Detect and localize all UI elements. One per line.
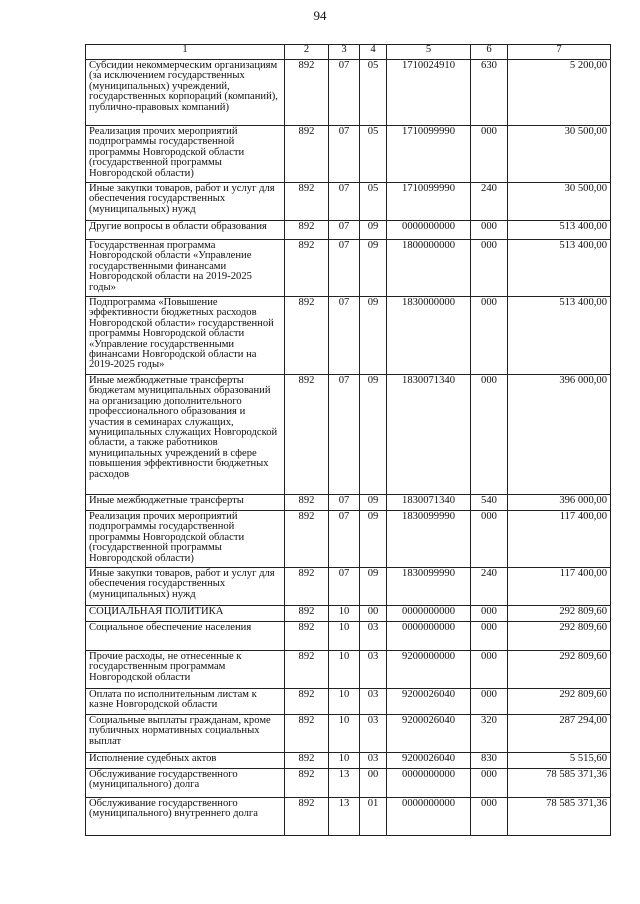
row-name-cell: Иные межбюджетные трансферты	[86, 495, 285, 511]
row-target-article-cell: 0000000000	[387, 221, 471, 240]
table-row	[86, 753, 611, 769]
table-row	[86, 221, 611, 240]
row-section-cell: 07	[329, 495, 360, 511]
table-row	[86, 126, 611, 183]
row-target-article-cell: 9200026040	[387, 715, 471, 753]
row-code-cell: 892	[285, 798, 329, 836]
row-target-article-cell: 0000000000	[387, 606, 471, 622]
row-name-cell: Прочие расходы, не отнесенные к государственным программам Новгородской области	[86, 651, 285, 689]
row-name-cell: Реализация прочих мероприятий подпрограммы государственной программы Новгородской области (государственной программы Новгородской области)	[86, 126, 285, 183]
row-subsection-cell: 05	[360, 126, 387, 183]
table-row	[86, 715, 611, 753]
row-target-article-cell: 1830071340	[387, 375, 471, 495]
row-subsection-cell: 05	[360, 60, 387, 126]
table-row	[86, 769, 611, 798]
row-section-cell: 07	[329, 240, 360, 297]
row-target-article-cell: 0000000000	[387, 798, 471, 836]
row-target-article-cell: 1830099990	[387, 511, 471, 568]
row-name-cell: Реализация прочих мероприятий подпрограммы государственной программы Новгородской области (государственной программы Новгородской области)	[86, 511, 285, 568]
row-amount-cell: 513 400,00	[508, 297, 611, 375]
page-number: 94	[313, 8, 327, 23]
row-subsection-cell: 03	[360, 715, 387, 753]
row-expense-type-cell: 000	[471, 651, 508, 689]
budget-table	[85, 44, 611, 836]
table-row	[86, 568, 611, 606]
row-amount-cell: 513 400,00	[508, 240, 611, 297]
row-amount-cell: 30 500,00	[508, 126, 611, 183]
row-expense-type-cell: 000	[471, 375, 508, 495]
row-amount-cell: 396 000,00	[508, 495, 611, 511]
row-target-article-cell: 1830099990	[387, 568, 471, 606]
row-section-cell: 10	[329, 622, 360, 651]
column-header: 7	[508, 45, 611, 60]
row-subsection-cell: 09	[360, 221, 387, 240]
row-target-article-cell: 0000000000	[387, 769, 471, 798]
row-expense-type-cell: 000	[471, 126, 508, 183]
table-row	[86, 240, 611, 297]
row-subsection-cell: 09	[360, 375, 387, 495]
row-code-cell: 892	[285, 606, 329, 622]
column-header: 4	[360, 45, 387, 60]
row-subsection-cell: 03	[360, 651, 387, 689]
table-row	[86, 511, 611, 568]
row-code-cell: 892	[285, 769, 329, 798]
row-subsection-cell: 09	[360, 511, 387, 568]
row-section-cell: 07	[329, 183, 360, 221]
table-row	[86, 606, 611, 622]
row-name-cell: Иные межбюджетные трансферты бюджетам муниципальных образований на организацию дополнительного профессионального образования и участия в семинарах служащих, муниципальных служащих Новгородской области, а также работников муниципальных учреждений в сфере повышения эффективности бюджетных расходов	[86, 375, 285, 495]
column-header: 5	[387, 45, 471, 60]
row-target-article-cell: 9200026040	[387, 753, 471, 769]
row-expense-type-cell: 540	[471, 495, 508, 511]
table-row	[86, 689, 611, 715]
table-row	[86, 651, 611, 689]
row-code-cell: 892	[285, 126, 329, 183]
row-subsection-cell: 09	[360, 297, 387, 375]
column-header: 2	[285, 45, 329, 60]
row-amount-cell: 292 809,60	[508, 651, 611, 689]
row-name-cell: Иные закупки товаров, работ и услуг для обеспечения государственных (муниципальных) нужд	[86, 568, 285, 606]
row-amount-cell: 292 809,60	[508, 606, 611, 622]
row-subsection-cell: 03	[360, 622, 387, 651]
row-section-cell: 07	[329, 297, 360, 375]
row-section-cell: 10	[329, 753, 360, 769]
row-expense-type-cell: 000	[471, 769, 508, 798]
row-code-cell: 892	[285, 568, 329, 606]
row-code-cell: 892	[285, 715, 329, 753]
row-subsection-cell: 09	[360, 240, 387, 297]
row-code-cell: 892	[285, 753, 329, 769]
table-row	[86, 495, 611, 511]
row-amount-cell: 396 000,00	[508, 375, 611, 495]
row-amount-cell: 78 585 371,36	[508, 798, 611, 836]
row-amount-cell: 5 515,60	[508, 753, 611, 769]
row-expense-type-cell: 240	[471, 183, 508, 221]
row-expense-type-cell: 830	[471, 753, 508, 769]
row-code-cell: 892	[285, 375, 329, 495]
row-amount-cell: 117 400,00	[508, 568, 611, 606]
row-subsection-cell: 01	[360, 798, 387, 836]
row-code-cell: 892	[285, 240, 329, 297]
row-name-cell: Субсидии некоммерческим организациям (за исключением государственных (муниципальных) учреждений, государственных корпораций (компаний), публично-правовых компаний)	[86, 60, 285, 126]
row-target-article-cell: 1830000000	[387, 297, 471, 375]
table-row	[86, 622, 611, 651]
row-expense-type-cell: 000	[471, 240, 508, 297]
row-expense-type-cell: 000	[471, 798, 508, 836]
row-target-article-cell: 1710099990	[387, 126, 471, 183]
row-subsection-cell: 00	[360, 606, 387, 622]
table-row	[86, 798, 611, 836]
column-header: 3	[329, 45, 360, 60]
table-row	[86, 60, 611, 126]
row-code-cell: 892	[285, 651, 329, 689]
row-code-cell: 892	[285, 689, 329, 715]
row-name-cell: Иные закупки товаров, работ и услуг для обеспечения государственных (муниципальных) нужд	[86, 183, 285, 221]
column-header: 1	[86, 45, 285, 60]
row-section-cell: 10	[329, 606, 360, 622]
row-code-cell: 892	[285, 60, 329, 126]
row-target-article-cell: 1710024910	[387, 60, 471, 126]
row-subsection-cell: 03	[360, 753, 387, 769]
row-subsection-cell: 00	[360, 769, 387, 798]
row-code-cell: 892	[285, 511, 329, 568]
row-target-article-cell: 0000000000	[387, 622, 471, 651]
row-section-cell: 07	[329, 126, 360, 183]
row-amount-cell: 5 200,00	[508, 60, 611, 126]
table-header-row	[86, 45, 611, 60]
row-code-cell: 892	[285, 221, 329, 240]
row-expense-type-cell: 000	[471, 606, 508, 622]
row-section-cell: 07	[329, 568, 360, 606]
table-row	[86, 183, 611, 221]
row-subsection-cell: 09	[360, 495, 387, 511]
row-expense-type-cell: 000	[471, 297, 508, 375]
row-name-cell: СОЦИАЛЬНАЯ ПОЛИТИКА	[86, 606, 285, 622]
row-name-cell: Подпрограмма «Повышение эффективности бюджетных расходов Новгородской области» государственной программы Новгородской области «Управление государственными финансами Новгородской области на 2019-2025 годы»	[86, 297, 285, 375]
row-code-cell: 892	[285, 183, 329, 221]
row-name-cell: Оплата по исполнительным листам к казне Новгородской области	[86, 689, 285, 715]
row-name-cell: Государственная программа Новгородской области «Управление государственными финансами Новгородской области на 2019-2025 годы»	[86, 240, 285, 297]
row-section-cell: 10	[329, 651, 360, 689]
row-section-cell: 13	[329, 798, 360, 836]
row-target-article-cell: 1830071340	[387, 495, 471, 511]
table-row	[86, 297, 611, 375]
row-expense-type-cell: 320	[471, 715, 508, 753]
row-name-cell: Социальные выплаты гражданам, кроме публичных нормативных социальных выплат	[86, 715, 285, 753]
row-name-cell: Исполнение судебных актов	[86, 753, 285, 769]
row-section-cell: 07	[329, 511, 360, 568]
row-section-cell: 10	[329, 715, 360, 753]
row-section-cell: 13	[329, 769, 360, 798]
row-subsection-cell: 09	[360, 568, 387, 606]
row-target-article-cell: 9200026040	[387, 689, 471, 715]
row-amount-cell: 292 809,60	[508, 689, 611, 715]
table-row	[86, 375, 611, 495]
row-section-cell: 07	[329, 60, 360, 126]
row-amount-cell: 287 294,00	[508, 715, 611, 753]
row-subsection-cell: 05	[360, 183, 387, 221]
row-amount-cell: 78 585 371,36	[508, 769, 611, 798]
row-expense-type-cell: 000	[471, 221, 508, 240]
row-subsection-cell: 03	[360, 689, 387, 715]
row-section-cell: 07	[329, 375, 360, 495]
row-amount-cell: 117 400,00	[508, 511, 611, 568]
row-amount-cell: 30 500,00	[508, 183, 611, 221]
row-expense-type-cell: 000	[471, 511, 508, 568]
row-code-cell: 892	[285, 622, 329, 651]
row-expense-type-cell: 000	[471, 622, 508, 651]
row-name-cell: Социальное обеспечение населения	[86, 622, 285, 651]
row-expense-type-cell: 000	[471, 689, 508, 715]
row-code-cell: 892	[285, 297, 329, 375]
row-amount-cell: 513 400,00	[508, 221, 611, 240]
row-target-article-cell: 9200000000	[387, 651, 471, 689]
row-target-article-cell: 1800000000	[387, 240, 471, 297]
row-section-cell: 10	[329, 689, 360, 715]
column-header: 6	[471, 45, 508, 60]
row-name-cell: Обслуживание государственного (муниципального) долга	[86, 769, 285, 798]
row-expense-type-cell: 240	[471, 568, 508, 606]
row-name-cell: Обслуживание государственного (муниципального) внутреннего долга	[86, 798, 285, 836]
row-section-cell: 07	[329, 221, 360, 240]
row-expense-type-cell: 630	[471, 60, 508, 126]
row-name-cell: Другие вопросы в области образования	[86, 221, 285, 240]
row-target-article-cell: 1710099990	[387, 183, 471, 221]
row-code-cell: 892	[285, 495, 329, 511]
row-amount-cell: 292 809,60	[508, 622, 611, 651]
